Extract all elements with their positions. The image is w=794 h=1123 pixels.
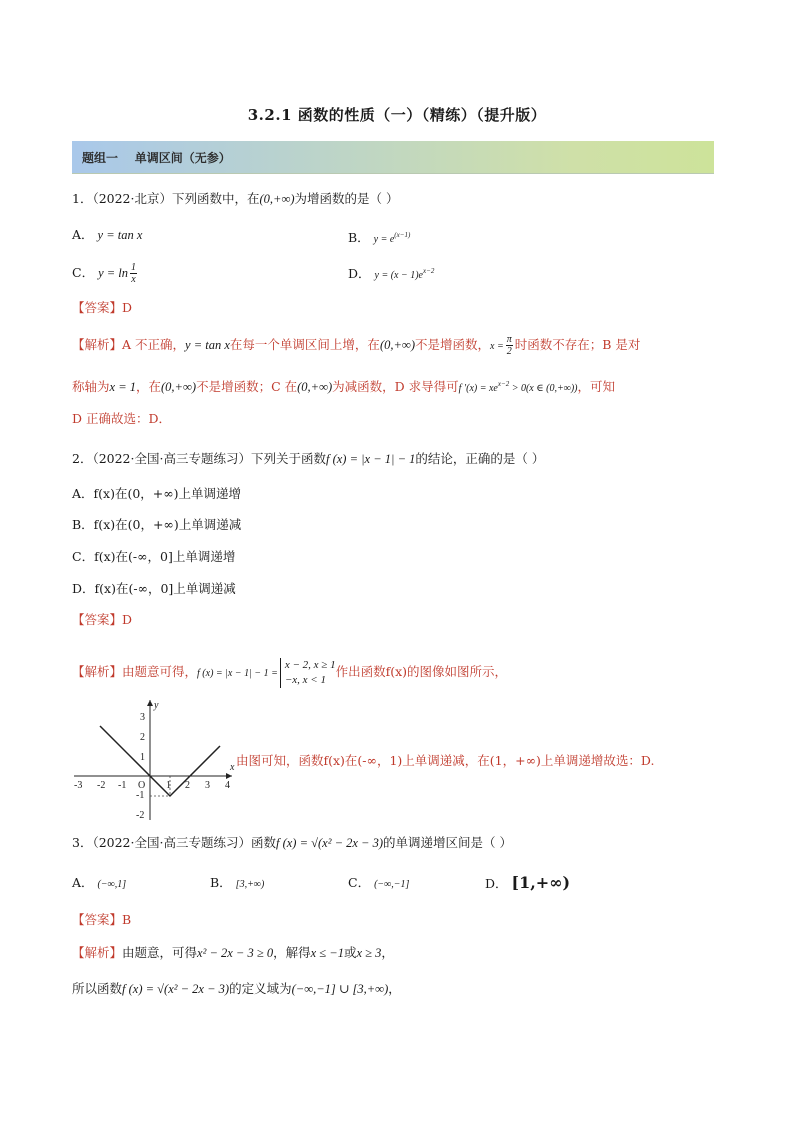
q1-option-c: C． y = ln $\frac{1}{x}$ [72,262,137,285]
q3-stem: 3．（2022·全国·高三专题练习）函数f (x) = √(x² − 2x − 3)的单调递增区间是（ ） [72,835,513,850]
q2-option-c: C．f(x)在(-∞，0]上单调递增 [72,549,236,564]
q1-analysis-pi-fraction: $\frac{\pi}{2}$ [506,334,512,357]
q1-option-a: A． y = tan x [72,227,143,242]
q2-option-b: B．f(x)在(0，+∞)上单调递减 [72,517,242,532]
q1-analysis-line1: 【解析】A 不正确，y = tan x在每一个单调区间上增，在(0,+∞)不是增函数，x = $\frac{\pi}{2}$ 时函数不存在；B 是对 [72,334,641,357]
origin-label: O [138,780,146,791]
q3-analysis-line1: 【解析】由题意，可得x² − 2x − 3 ≥ 0，解得x ≤ −1或x ≥ 3， [72,945,394,960]
q3-option-b: B． [3,+∞) [210,875,265,890]
x-tick-label: 3 [205,780,210,791]
section-header-bar [72,141,714,174]
page-title: 3.2.1 函数的性质（一）（精练）（提升版） [247,106,547,124]
x-tick-label: 2 [185,780,190,791]
q2-option-d: D．f(x)在(-∞，0]上单调递减 [72,581,236,596]
q1-option-b: B． $y = e^{(x-1)}$ [348,230,411,246]
q3-option-d: D． [1,+∞) [485,873,571,892]
y-axis-label: y [154,700,159,711]
x-axis-arrow [226,773,232,779]
q2-stem: 2．（2022·全国·高三专题练习）下列关于函数f (x) = |x − 1| − 1的结论，正确的是（ ） [72,451,545,466]
q2-answer: 【答案】D [72,612,133,627]
y-tick-label: -1 [136,790,145,801]
x-tick-label: -1 [118,780,127,791]
q3-answer: 【答案】B [72,912,132,927]
x-tick-label: -3 [74,780,83,791]
q3-option-a: A． (−∞,1] [72,875,127,890]
q2-piecewise: x − 2, x ≥ 1 −x, x < 1 [280,658,336,688]
q1-option-d: D． $y = (x - 1)e^{x-2}$ [348,266,435,282]
y-tick-label: 3 [140,712,145,723]
x-tick-label: 1 [166,780,171,791]
q1-stem: 1．（2022·北京）下列函数中，在(0,+∞)为增函数的是（ ） [72,191,399,206]
y-tick-label: -2 [136,810,145,821]
x-tick-label: -2 [97,780,106,791]
q1-analysis-line2: 称轴为x = 1，在(0,+∞)不是增函数；C 在(0,+∞)为减函数，D 求导得可f $'(x) = xe^{x-2} > 0(x$ ∈ (0,+∞))，可知 [72,379,616,395]
y-tick-label: 2 [140,732,145,743]
q2-function-graph [72,698,238,822]
q2-option-a: A．f(x)在(0，+∞)上单调递增 [72,486,242,501]
y-axis-arrow [147,700,153,706]
q1-analysis-line3: D 正确故选：D． [72,411,172,426]
q2-analysis-line1: 【解析】由题意可得，f (x) = |x − 1| − 1 = x − 2, x ≥ 1 −x, x < 1 作出函数f(x)的图像如图所示， [72,658,508,686]
x-axis-label: x [230,762,235,773]
q1-answer: 【答案】D [72,300,133,315]
y-tick-label: 1 [140,752,145,763]
q3-option-c: C． (−∞,−1] [348,875,410,890]
section-label: 题组一 单调区间（无参） [82,151,231,165]
q2-analysis-line2: 由图可知，函数f(x)在(-∞，1)上单调递减，在(1，+∞)上单调递增故选：D. [236,753,655,768]
x-tick-label: 4 [225,780,230,791]
q1-option-c-fraction: $\frac{1}{x}$ [131,262,137,285]
q3-analysis-line2: 所以函数f (x) = √(x² − 2x − 3)的定义域为(−∞,−1] ∪ [3,+∞)， [72,981,401,996]
